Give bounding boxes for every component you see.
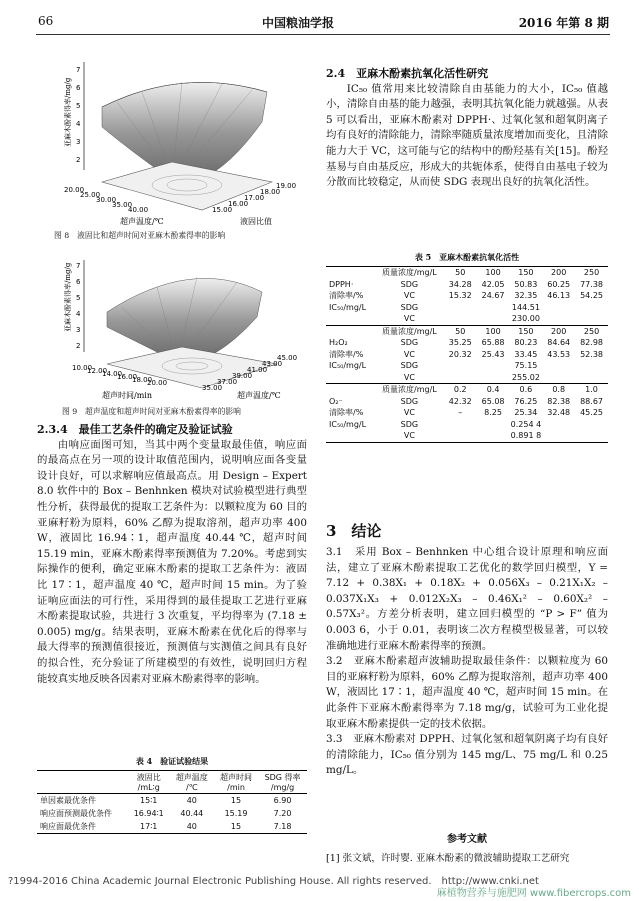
- conclusion-3-3: 3.3 亚麻木酚素对 DPPH、过氧化氢和超氧阴离子均有良好的清除能力，IC₅₀ 值分别为 145 mg/L、75 mg/L 和 0.25 mg/L。: [326, 733, 608, 777]
- section-3-heading: 3 结论: [326, 522, 382, 540]
- table-cell: 7.20: [273, 809, 292, 818]
- table-4: [37, 770, 307, 834]
- conc-value: 100: [477, 325, 510, 337]
- conc-value: 0.8: [542, 384, 575, 396]
- figure-8-y-tick: 35.00: [112, 201, 133, 209]
- table-row: [326, 360, 608, 372]
- table-5-title: 表 5 亚麻木酚素抗氧化活性: [414, 252, 520, 262]
- conc-label: 质量浓度/mg/L: [382, 268, 437, 277]
- figure-9-y-tick: 10.00: [72, 364, 93, 372]
- figure-8-z-tick: 2: [76, 156, 81, 164]
- table-row: [326, 419, 608, 431]
- table-cell: 42.32: [448, 396, 472, 406]
- table-cell: 15: [230, 822, 242, 831]
- section-2-3-4-heading: 2.3.4 最佳工艺条件的确定及验证试验: [37, 423, 233, 436]
- ic50-label: [326, 313, 375, 325]
- table-cell: 52.38: [580, 349, 603, 359]
- conclusion-3-2: 3.2 亚麻木酚素超声波辅助提取最佳条件：以颗粒度为 60 目的亚麻籽粉为原料，60% 乙醇为提取溶剂，超声功率 400 W，液固比 17∶1，超声温度 40 ℃，超声时间 15 min。在此条件下亚麻木酚素得率为 7.18 mg/g，试验可为工业化提取亚麻木酚素提供一定的技术依据。: [326, 655, 608, 730]
- table-cell: 42.05: [481, 279, 505, 289]
- figure-8-surface-plot: [62, 52, 312, 227]
- table-cell: 单因素最优条件: [40, 796, 96, 805]
- table-cell: 25.34: [514, 408, 538, 417]
- agent-label: VC: [403, 291, 415, 300]
- table-cell: 17∶1: [140, 822, 158, 831]
- section-2-3-4-body: 由响应面图可知，当其中两个变量取最佳值，响应面的最高点在另一项的设计取值范围内，说明响应面各变量设计良好，可以求解响应值最高点。用 Design – Expert 8.0 软件中的 Box – Benhnken 模块对试验模型进行典型性分析，获得最优的提取工艺条件为：以颗粒度为 60 目的亚麻籽粉为原料，60% 乙醇为提取溶剂，超声功率 400 W，液固比 16.94∶1，超声温度 40.44 ℃，超声时间 15.19 min，亚麻木酚素得率预测值为 7.20%。考虑到实际操作的便利，确定亚麻木酚素的提取工艺条件为：液固比 17∶1，超声温度 40 ℃，超声时间 15 min。为了验证响应面法的可行性，采用得到的最佳提取工艺进行亚麻木酚素提取试验，共进行 3 次重复，平均得率为 (7.18 ± 0.005) mg/g。结果表明，亚麻木酚素在优化后的得率与最大得率的预测值很接近，预测值与实测值之间具有良好的拟合性，充分验证了所建模型的有效性，说明回归方程能较真实地反映各因素对亚麻木酚素得率的影响。: [37, 438, 307, 685]
- table-cell: 32.48: [547, 408, 571, 417]
- figure-9-surface-plot: [62, 252, 312, 400]
- assay-label: 清除率/%: [329, 349, 364, 359]
- figure-9-x-tick: 39.00: [232, 372, 253, 380]
- table-cell: 40: [186, 822, 197, 831]
- table-cell: 7.18: [273, 822, 292, 831]
- issue-label: 2016 年第 8 期: [518, 16, 609, 30]
- figure-8-y-tick: 40.00: [128, 206, 149, 214]
- ic50-value: 75.15: [514, 361, 538, 370]
- figure-9-z-label: 亚麻木酚素得率/mg/g: [64, 262, 72, 332]
- table-row: [326, 337, 608, 349]
- figure-9-x-tick: 35.00: [202, 384, 223, 392]
- table-row: [37, 794, 307, 808]
- figure-8-x-tick: 19.00: [276, 182, 297, 190]
- table-cell: 54.25: [580, 291, 603, 300]
- figure-9-z-tick: 5: [76, 294, 81, 302]
- figure-8-x-tick: 16.00: [228, 200, 249, 208]
- table-cell: 43.53: [547, 349, 571, 359]
- conc-value: 200: [542, 325, 575, 337]
- table-cell: 77.38: [580, 279, 603, 289]
- table-cell: 65.88: [481, 338, 505, 347]
- table-4-header: SDG 得率 /mg/g: [258, 771, 307, 794]
- figure-9-caption: 图 9 超声温度和超声时间对亚麻木酚素得率的影响: [62, 407, 241, 416]
- table-row: [326, 407, 608, 419]
- figure-9-z-tick: 6: [76, 278, 81, 286]
- agent-label: SDG: [400, 396, 419, 406]
- table-cell: 80.23: [514, 338, 538, 347]
- reference-1: [1] 张文斌，许时婴. 亚麻木酚素的微波辅助提取工艺研究: [326, 853, 570, 864]
- figure-8-y-tick: 25.00: [80, 191, 101, 199]
- ic50-label: IC₅₀/mg/L: [329, 302, 367, 312]
- conc-label: 质量浓度/mg/L: [375, 325, 444, 337]
- assay-label: DPPH·: [329, 279, 354, 289]
- conc-value: 250: [575, 325, 608, 337]
- table-row: [326, 313, 608, 325]
- table-cell: 6.90: [273, 796, 292, 805]
- table-cell: 35.25: [448, 338, 472, 347]
- ic50-value: 0.891 8: [510, 431, 542, 440]
- conc-value: 50: [444, 325, 477, 337]
- agent-label: SDG: [400, 279, 419, 289]
- conc-value: 200: [551, 268, 567, 277]
- table-4-header: 超声温度 /℃: [170, 771, 214, 794]
- table-cell: 84.64: [547, 338, 571, 347]
- section-2-4-body: IC₅₀ 值常用来比较清除自由基能力的大小，IC₅₀ 值越小，清除自由基的能力越强，表明其抗氧化能力就越强。从表 5 可以看出，亚麻木酚素对 DPPH·、过氧化氢和超氧阴离子均有良好的清除能力，清除率随质量浓度增加而变化，且清除能力大于 VC，这可能与它的结构中的酚羟基有关[15]。酚羟基易与自由基反应，形成大的共轭体系，使得自由基电子较为分散而比较稳定，从而使 SDG 表现出良好的抗氧化活性。: [326, 82, 608, 189]
- figure-9-z-tick: 2: [76, 342, 81, 350]
- figure-8-caption: 图 8 液固比和超声时间对亚麻木酚素得率的影响: [54, 231, 226, 240]
- table-cell: 82.98: [580, 338, 603, 347]
- figure-9-x-label: 超声温度/℃: [237, 391, 281, 400]
- table-cell: 76.25: [514, 396, 538, 406]
- figure-9-y-label: 超声时间/min: [102, 391, 152, 400]
- table-cell: 8.25: [484, 408, 502, 417]
- ic50-value: 0.254 4: [510, 419, 542, 429]
- table-cell: 60.25: [547, 279, 571, 289]
- table-4-header: 超声时间 /min: [214, 771, 258, 794]
- ic50-label: [326, 430, 375, 442]
- table-row: [326, 396, 608, 408]
- table-row: [37, 807, 307, 820]
- table-cell: 15.32: [448, 291, 472, 300]
- assay-label: 清除率/%: [329, 408, 364, 417]
- agent-label: VC: [403, 372, 415, 382]
- agent-label: SDG: [400, 302, 419, 312]
- figure-8-y-tick: 20.00: [64, 186, 85, 194]
- table-cell: 65.08: [481, 396, 505, 406]
- table-cell: 45.25: [580, 408, 603, 417]
- figure-9-y-tick: 14.00: [102, 370, 123, 378]
- table-cell: 40: [186, 796, 197, 805]
- table-cell: 33.45: [514, 349, 538, 359]
- figure-9-y-tick: 16.00: [117, 373, 138, 381]
- table-cell: 16.94∶1: [133, 809, 164, 818]
- conc-value: 0.4: [477, 384, 510, 396]
- references-title: 参考文献: [447, 834, 487, 845]
- agent-label: SDG: [400, 338, 419, 347]
- left-column: [37, 422, 307, 687]
- assay-label: H₂O₂: [329, 338, 348, 347]
- figure-8-y-label: 超声温度/℃: [120, 217, 164, 226]
- figure-8-z-tick: 4: [76, 120, 81, 128]
- table-row: [326, 267, 608, 279]
- table-row: [326, 302, 608, 314]
- ic50-value: 144.51: [511, 302, 540, 312]
- assay-label: O₂⁻: [329, 396, 343, 406]
- table-cell: 响应面最优条件: [40, 822, 96, 831]
- figure-9-x-tick: 43.00: [262, 360, 283, 368]
- table-cell: 46.13: [547, 291, 571, 300]
- ic50-label: [326, 372, 375, 384]
- figure-8-x-label: 液固比值: [240, 217, 272, 226]
- section-2-4: [326, 66, 608, 191]
- table-cell: 响应面预测最优条件: [40, 809, 112, 818]
- page-number: 66: [38, 14, 54, 28]
- table-row: [326, 325, 608, 337]
- ic50-label: IC₅₀/mg/L: [329, 361, 367, 370]
- figure-8: [62, 52, 312, 227]
- table-5: [326, 266, 608, 443]
- figure-9: [62, 252, 312, 400]
- conc-value: 100: [485, 268, 501, 277]
- table-cell: 20.32: [448, 349, 472, 359]
- table-row: [326, 279, 608, 291]
- figure-9-y-tick: 20.00: [147, 379, 168, 387]
- conc-value: 1.0: [575, 384, 608, 396]
- table-cell: 15∶1: [140, 796, 158, 805]
- journal-title: 中国粮油学报: [262, 16, 335, 30]
- table-cell: 24.67: [481, 291, 505, 300]
- agent-label: VC: [403, 314, 415, 323]
- figure-9-x-tick: 37.00: [217, 378, 238, 386]
- table-row: [37, 820, 307, 834]
- table-row: [326, 384, 608, 396]
- figure-9-z-tick: 4: [76, 310, 81, 318]
- conclusion-3-1: 3.1 采用 Box – Benhnken 中心组合设计原理和响应面法，建立了亚麻木酚素提取工艺优化的数学回归模型，Y = 7.12 + 0.38X₁ + 0.18X₂ + 0.056X₃ – 0.21X₁X₂ – 0.037X₁X₃ + 0.012X₂X₃ – 0.46X₁² – 0.60X₂² – 0.57X₃²。方差分析表明，建立回归模型的 “P > F” 值为 0.003 6，小于 0.01，表明该二次方程模型极显著，可以较准确地进行亚麻木酚素得率的预测。: [326, 546, 608, 652]
- conc-value: 250: [583, 268, 600, 277]
- conclusions: [326, 545, 608, 779]
- table-cell: 15.19: [224, 809, 248, 818]
- figure-8-z-tick: 3: [76, 138, 81, 146]
- conc-value: 0.6: [509, 384, 542, 396]
- agent-label: VC: [403, 349, 415, 359]
- figure-9-y-tick: 18.00: [132, 376, 153, 384]
- table-cell: 34.28: [448, 279, 472, 289]
- table-cell: 50.83: [514, 279, 538, 289]
- table-4-header: 液固比 /mL∶g: [128, 771, 170, 794]
- assay-label: 清除率/%: [329, 291, 364, 300]
- conc-value: 50: [455, 268, 466, 277]
- conc-value: 150: [509, 325, 542, 337]
- agent-label: SDG: [400, 419, 419, 429]
- agent-label: SDG: [400, 361, 419, 370]
- table-cell: 15: [230, 796, 242, 805]
- ic50-label: IC₅₀/mg/L: [329, 419, 367, 429]
- conc-label: 质量浓度/mg/L: [375, 384, 444, 396]
- figure-9-z-tick: 3: [76, 326, 81, 334]
- figure-9-z-tick: 7: [76, 262, 81, 270]
- figure-9-y-tick: 12.00: [87, 367, 108, 375]
- figure-8-x-tick: 15.00: [212, 206, 233, 214]
- figure-8-x-tick: 18.00: [260, 188, 281, 196]
- section-2-4-heading: 2.4 亚麻木酚素抗氧化活性研究: [326, 67, 489, 80]
- conc-value: 0.2: [444, 384, 477, 396]
- figure-8-x-tick: 17.00: [244, 194, 265, 202]
- table-4-header: [37, 771, 128, 794]
- ic50-value: 230.00: [511, 314, 540, 323]
- table-cell: 88.67: [580, 396, 603, 406]
- figure-9-x-tick: 41.00: [247, 366, 268, 374]
- copyright-footer: ?1994-2016 China Academic Journal Electronic Publishing House. All rights reserved. http://www.cnki.net: [8, 876, 539, 887]
- ic50-value: 255.02: [511, 372, 540, 382]
- table-row: [326, 290, 608, 302]
- table-row: [326, 349, 608, 361]
- figure-8-z-label: 亚麻木酚素得率/mg/g: [64, 77, 72, 147]
- table-row: [326, 372, 608, 384]
- table-cell: 32.35: [514, 291, 538, 300]
- header-rule: [36, 34, 610, 35]
- figure-8-z-tick: 5: [76, 102, 81, 110]
- table-cell: 25.43: [481, 349, 505, 359]
- figure-8-z-tick: 7: [76, 66, 81, 74]
- agent-label: VC: [403, 408, 415, 417]
- figure-8-z-tick: 6: [76, 84, 81, 92]
- figure-8-y-tick: 30.00: [96, 196, 117, 204]
- table-cell: 82.38: [547, 396, 571, 406]
- table-row: [326, 430, 608, 442]
- conc-value: 150: [518, 268, 534, 277]
- agent-label: VC: [403, 431, 415, 440]
- watermark: 麻植物营养与施肥网 www.fibercrops.com: [436, 888, 631, 899]
- figure-9-x-tick: 45.00: [277, 354, 298, 362]
- table-cell: 40.44: [180, 809, 204, 818]
- table-cell: –: [458, 408, 463, 417]
- table-4-title: 表 4 验证试验结果: [135, 756, 209, 766]
